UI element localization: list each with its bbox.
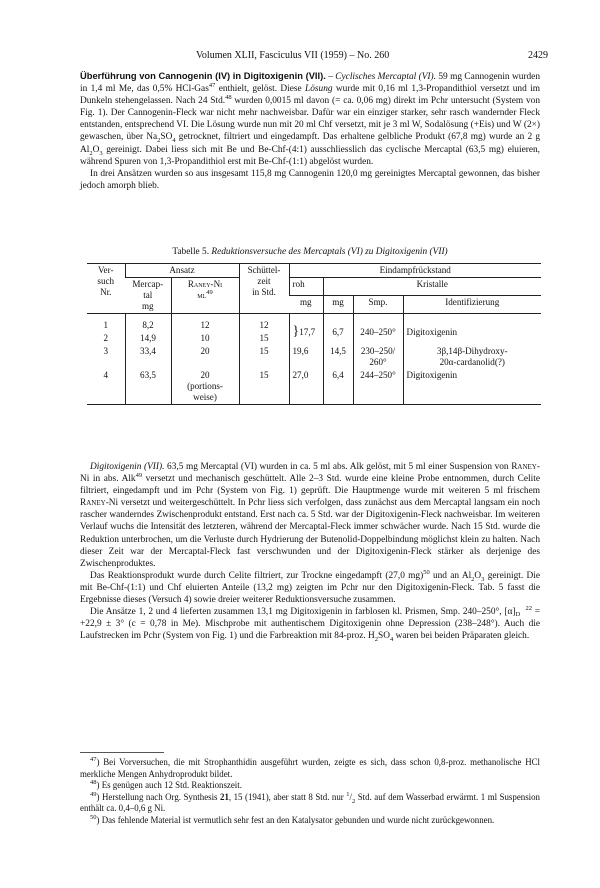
page-number: 2429 [528,50,548,61]
footnote: $^{50}$) Das fehlende Material ist vermutlich sehr fest an den Katalysator gebunden und wurde nicht zurückgewonnen. [90,814,495,825]
col-header-smp: Smp. [353,296,403,314]
footnote-ref: 47 [208,81,216,89]
col-header-roh: roh [289,278,323,296]
col-header-schuettelzeit: Schüttel- zeit in Std. [239,264,289,314]
footnote: $^{49}$) Herstellung nach Org. Synthesis 21, 15 (1941), aber statt 8 Std. nur $^1/_2$ Std. auf dem Wasserbad erwärmt. 1 ml Suspension enthält ca. 0,4–0,6 g Ni. [80,790,540,814]
table-row: 2 14,9 10 15 [87,332,541,345]
running-title: Volumen XLII, Fasciculus VII (1959) – No. 260 [196,50,390,61]
paragraph: In drei Ansätzen wurden so aus insgesamt 115,8 mg Cannogenin 120,0 mg gereinigtes Mercaptal gewonnen, das bisher jedoch amorph blieb. [80,168,540,191]
table-header-row [87,278,541,296]
col-header-mg: mg [289,296,323,314]
table-header-row [87,264,541,278]
col-header-eindampf: Eindampfrückstand [289,264,541,278]
footnote-ref: 49 [135,471,143,479]
paragraph: Überführung von Cannogenin (IV) in Digitoxigenin (VII). – Cyclisches Mercaptal (VI). 59 mg Cannogenin wurden in 1,4 ml Me, das 0,5% HCl-Gas$^{47}$ enthielt, gelöst. Diese Lösung wurde mit 0,16 ml 1,3-Propandithiol versetzt und im Dunkeln stehengelassen. Nach 24 Std.$^{48}$ wurden 0,0015 ml davon (= ca. 0,06 mg) direkt im Pchr untersucht (System von Fig. 1). Der Cannogenin-Fleck war nicht mehr nachweisbar. Dafür war ein einziger starker, sehr rasch wandernder Fleck entstanden, entsprechend VI. Die Lösung wurde nun mit 20 ml Chf versetzt, mit je 3 ml W, Sodalösung (+Eis) und W (2×) gewaschen, über $Na_2SO_4$ getrocknet, filtriert und eingedampft. Das erhaltene gelbliche Produkt (67,8 mg) wurde an 2 g $Al_2O_3$ gereinigt. Dabei liess sich mit Be und Be-Chf-(4:1) ausschliesslich das cyclische Mercaptal (63,5 mg) eluieren, während Spuren von 1,3-Propandithiol erst mit Be-Chf-(1:1) abgelöst wurden. [80,71,540,167]
section-subheading: – Cyclisches Mercaptal (VI). [328,72,436,82]
section-cannogenin-conversion [80,70,540,192]
table-cell-roh: }17,7 [289,314,323,346]
paragraph: Digitoxigenin (VII). 63,5 mg Mercaptal (VI) wurden in ca. 5 ml abs. Alk gelöst, mit 5 ml einer Suspension von Raney-Ni in abs. Alk$^{49}$ versetzt und mechanisch geschüttelt. Alle 2–3 Std. wurde eine kleine Probe entnommen, durch Celite filtriert, eingedampft und im Pchr (System von Fig. 1) geprüft. Die Hauptmenge wurde mit weiteren 5 ml frischem Raney-Ni versetzt und weitergeschüttelt. In Pchr liess sich verfolgen, dass zunächst aus dem Mercaptal langsam ein noch rascher wanderndes Zwischenprodukt entstand. Erst nach ca. 5 Std. war der Digitoxigenin-Fleck nachweisbar. Im weiteren Verlauf wuchs die Intensität des letzteren, während der Mercaptal-Fleck immer schwächer wurde. Nach 15 Std. wurde die Reduktion unterbrochen, um die Verluste durch Hydrierung der Butenolid-Doppelbindung möglichst klein zu halten. Nach dieser Zeit war der Mercaptal-Fleck fast verschwunden und der Digitoxigenin-Fleck stärker als derjenige des Zwischenproduktes. [80,462,540,569]
section-heading: Überführung von Cannogenin (IV) in Digitoxigenin (VII). [80,71,326,81]
footnote: $^{47}$) Bei Vorversuchen, die mit Strophanthidin ausgeführt wurden, zeigte es sich, dass schon 0,8-proz. methanolische HCl merkliche Mengen Anhydroprodukt bildet. [80,756,540,779]
table-row: 1 8,2 12 12 }17,7 6,7 240–250° Digitoxigenin [87,314,541,333]
footnote-divider [80,752,164,753]
col-header-raney: Raney-Ni $ml^{49}$ [171,278,239,314]
footnote-ref: 50 [423,568,430,576]
footnote: $^{48}$) Es genügen auch 12 Std. Reaktionszeit. [90,779,242,791]
reduction-table [87,263,541,405]
col-header-identifizierung: Identifizierung [403,296,541,314]
col-header-mg: mg [323,296,353,314]
table-caption: Tabelle 5. Reduktionsversuche des Mercaptals (VI) zu Digitoxigenin (VII) [172,247,448,257]
col-header-ansatz: Ansatz [125,264,239,278]
section-digitoxigenin [80,461,540,643]
table-row: 3 33,4 20 15 19,6 14,5 230–250/ 260° 3β,14β-Dihydroxy- 20α-cardanolid(?) [87,345,541,369]
paragraph: Das Reaktionsprodukt wurde durch Celite filtriert, zur Trockne eingedampft (27,0 mg)$^{50}$ und an $Al_2O_3$ gereinigt. Die mit Be-Chf-(1:1) und Chf eluierten Anteile (13,2 mg) zeigten im Pchr nur den Digitoxigenin-Fleck. Tab. 5 fasst die Ergebnisse dieses (Versuch 4) sowie dreier weiterer Reduktionsversuche zusammen. [80,568,540,606]
col-header-kristalle: Kristalle [323,278,541,296]
table-row: 4 63,5 20 (portions- weise) 15 27,0 6,4 244–250° Digitoxigenin [87,369,541,405]
col-header-mercaptal: Mercap- tal mg [125,278,171,314]
paragraph: Die Ansätze 1, 2 und 4 lieferten zusammen 13,1 mg Digitoxigenin in farblosen kl. Prismen, Smp. 240–250°, [α] 22 D = +22,9 ± 3° (c = 0,78 in Me). Mischprobe mit authentischem Digitoxigenin ohne Depression (238–248°). Auch die Laufstrecken im Pchr (System von Fig. 1) und die Farbreaktion mit 84-proz. $H_2SO_4$ waren bei beiden Präparaten gleich. [80,605,540,644]
footnote-ref: 48 [225,94,232,102]
footnotes [80,757,540,827]
col-header-versuch: Ver- such Nr. [87,264,125,314]
